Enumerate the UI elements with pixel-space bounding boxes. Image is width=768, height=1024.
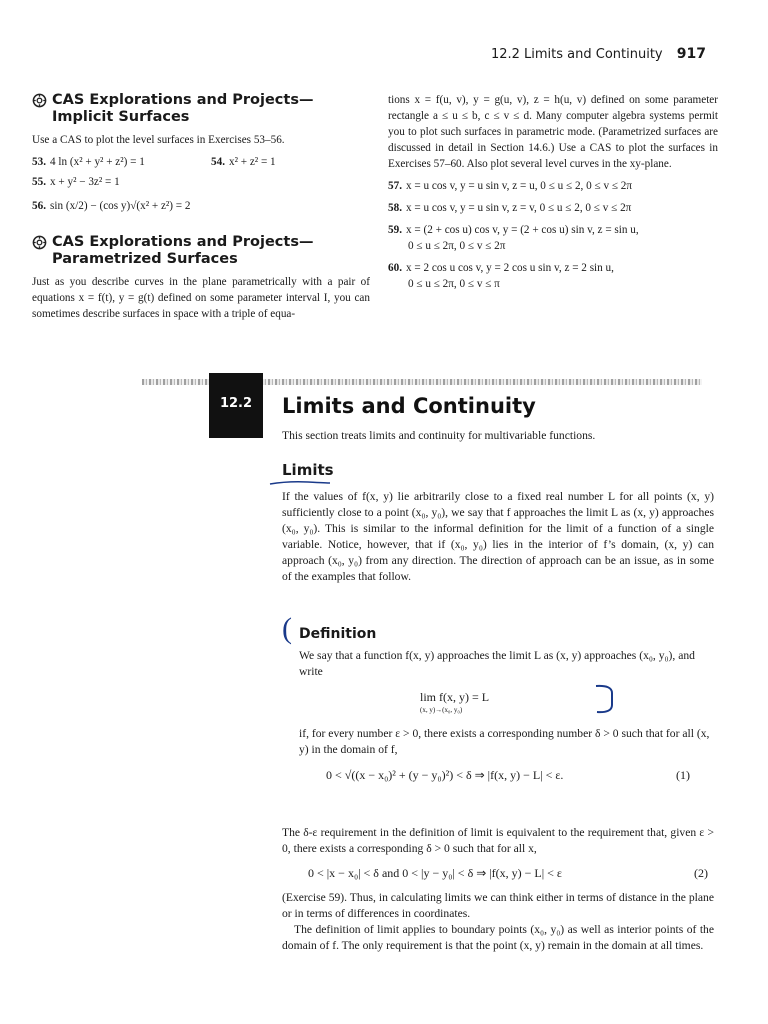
exercise-59-line-2: 0 ≤ u ≤ 2π, 0 ≤ v ≤ 2π: [408, 240, 506, 252]
exercise-54: x² + z² = 1: [228, 156, 276, 168]
limits-paragraph: If the values of f(x, y) lie arbitrarily close to a fixed real number L for all points (x, y) sufficiently close to a point (x₀, y₀), we say that f approaches the limit L as (x, y) approaches (x₀, y₀). This is similar to the informal definition for the limit of a function of a single variable. Notice, however, that if (x₀, y₀) lies in the interior of f’s domain, (x, y) can approach (x₀, y₀) from any direction. The direction of approach can be an issue, as in some of the examples that follow.: [282, 490, 714, 583]
exercise-row: [388, 260, 718, 292]
exercise-row: [388, 200, 718, 216]
exercise-59-line-1: x = (2 + cos u) cos v, y = (2 + cos u) sin v, z = sin u,: [405, 224, 639, 236]
section-intro: This section treats limits and continuity for multivariable functions.: [282, 429, 596, 442]
cas-gear-icon: [32, 235, 47, 250]
exercise-number: 57.: [388, 180, 402, 192]
exercise-58: x = u cos v, y = u sin v, z = v, 0 ≤ u ≤ 2, 0 ≤ v ≤ 2π: [405, 202, 632, 214]
exercise-53: 4 ln (x² + y² + z²) = 1: [49, 156, 145, 168]
closing-paragraph-1: (Exercise 59). Thus, in calculating limits we can think either in terms of distance in the plane or in terms of differences in coordinates.: [282, 891, 714, 920]
exercise-row: [388, 178, 718, 194]
parametric-text: tions x = f(u, v), y = g(u, v), z = h(u, v) defined on some parameter rectangle a ≤ u ≤ b, c ≤ v ≤ d. Many computer algebra systems permit you to plot such surfaces in parametric mode. (Parametrized surfaces are discussed in detail in Section 14.6.) Use a CAS to plot the surfaces in Exercises 57–60. Also plot several level curves in the xy-plane.: [388, 94, 718, 170]
cas-parametrized-title-2: Parametrized Surfaces: [52, 251, 238, 267]
handwritten-underline: [268, 480, 332, 486]
section-title: Limits and Continuity: [282, 394, 536, 418]
handwritten-parenthesis: (: [282, 612, 292, 645]
equation-1-label: (1): [676, 768, 690, 782]
right-column: [388, 92, 718, 298]
exercise-row: [32, 198, 370, 214]
exercise-60-line-1: x = 2 cos u cos v, y = 2 cos u sin v, z = 2 sin u,: [405, 262, 614, 274]
cas-implicit-title: CAS Explorations and Projects—Implicit Surfaces: [52, 92, 314, 125]
limit-expression: lim f(x, y) = L: [420, 690, 490, 704]
definition-text-2: if, for every number ε > 0, there exists a corresponding number δ > 0 such that for all (x, y) in the domain of f,: [299, 727, 710, 756]
cas-implicit-intro: Use a CAS to plot the level surfaces in Exercises 53–56.: [32, 134, 285, 146]
closing-paragraph: [282, 890, 714, 954]
definition-text-1: We say that a function f(x, y) approaches the limit L as (x, y) approaches (x₀, y₀), and write: [299, 649, 695, 678]
exercise-56: sin (x/2) − (cos y)√(x² + z²) = 2: [49, 200, 191, 212]
delta-epsilon-paragraph: The δ-ε requirement in the definition of limit is equivalent to the requirement that, given ε > 0, there exists a corresponding δ > 0 such that for all x,: [282, 826, 714, 855]
handwritten-bracket: [594, 683, 616, 715]
equation-2-label: (2): [694, 866, 708, 880]
cas-parametrized-text: Just as you describe curves in the plane parametrically with a pair of equations x = f(t), y = g(t) defined on some parameter interval I, you can sometimes describe surfaces in space with a triple of equa-: [32, 276, 370, 320]
exercise-row: [388, 222, 718, 254]
exercise-number: 55.: [32, 176, 46, 188]
equation-1: 0 < √((x − x₀)² + (y − y₀)²) < δ ⇒ |f(x, y) − L| < ε.: [326, 768, 564, 782]
exercise-number: 59.: [388, 224, 402, 236]
closing-paragraph-2: The definition of limit applies to boundary points (x₀, y₀) as well as interior points of the domain of f. The only requirement is that the point (x, y) remain in the domain at all times.: [282, 923, 714, 952]
limits-heading: Limits: [282, 461, 334, 479]
cas-implicit-heading: [32, 92, 370, 126]
running-head: [491, 46, 706, 62]
left-column: [32, 92, 370, 328]
exercise-number: 54.: [211, 156, 225, 168]
equation-2: 0 < |x − x₀| < δ and 0 < |y − y₀| < δ ⇒ |f(x, y) − L| < ε: [308, 866, 562, 880]
definition-heading: Definition: [299, 626, 377, 642]
exercise-number: 56.: [32, 200, 46, 212]
section-number-box: 12.2: [209, 373, 263, 438]
cas-gear-icon: [32, 93, 47, 108]
exercise-number: 60.: [388, 262, 402, 274]
exercise-number: 53.: [32, 156, 46, 168]
exercise-55: x + y² − 3z² = 1: [49, 176, 120, 188]
exercise-57: x = u cos v, y = u sin v, z = u, 0 ≤ u ≤ 2, 0 ≤ v ≤ 2π: [405, 180, 633, 192]
running-head-section: 12.2 Limits and Continuity: [490, 47, 663, 62]
cas-parametrized-heading: [32, 234, 370, 268]
exercise-row: [32, 174, 370, 190]
exercise-number: 58.: [388, 202, 402, 214]
limit-subscript: (x, y)→(x₀, y₀): [420, 706, 463, 714]
exercise-60-line-2: 0 ≤ u ≤ 2π, 0 ≤ v ≤ π: [408, 278, 500, 290]
exercise-row: [32, 154, 370, 170]
page-number: 917: [676, 46, 706, 62]
cas-parametrized-title-1: CAS Explorations and Projects—: [52, 234, 314, 250]
